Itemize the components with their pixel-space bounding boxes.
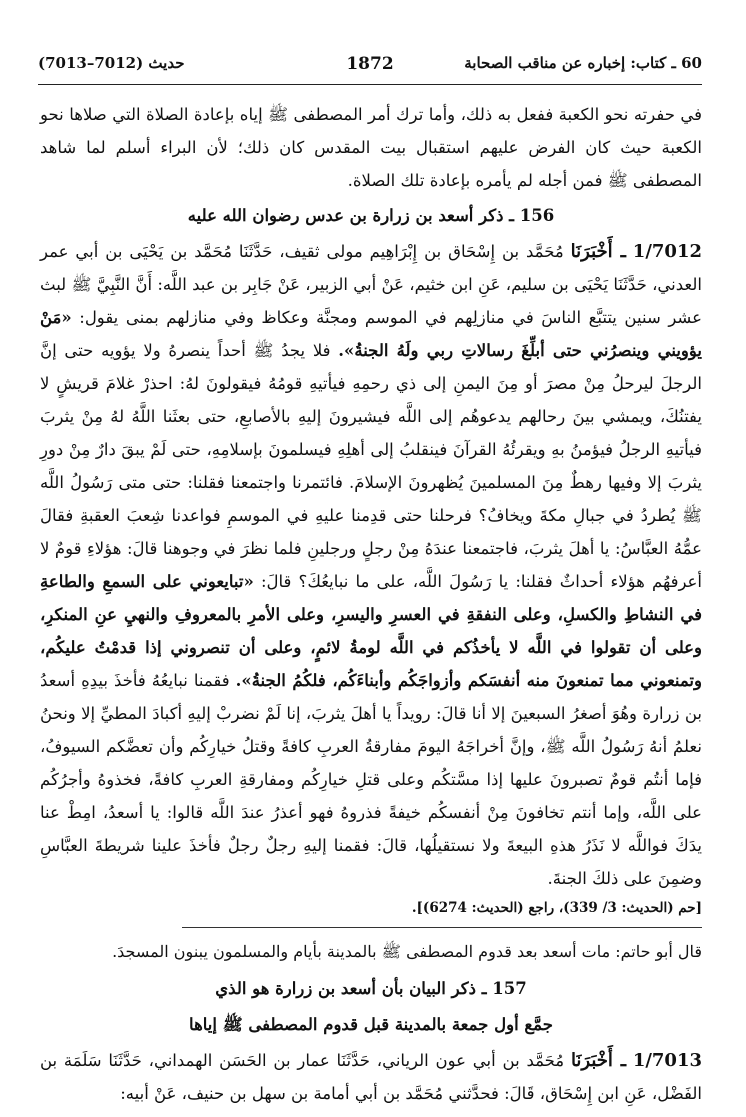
page-body: [40, 98, 702, 1110]
abu-hatim-note: قال أبو حاتم: مات أسعد بعد قدوم المصطفى ﷺ بالمدينة بأيام والمسلمون يبنون المسجدَ.: [112, 942, 702, 961]
hadith-7012-text-2: فقمنا نبايعُهُ فأخذَ بيدِهِ أسعدُ بن زرارة وهُوَ أصغرُ السبعينَ إلا أنا قالَ: رويداً يا أهلَ يثربَ، إنا لَمْ نضربْ إليهِ أكبادَ المطيِّ إلا ونحنُ نعلمُ أنهُ رَسُولُ اللَّه ﷺ، وإنَّ أخراجَهُ اليومَ مفارقةُ العربِ كافةً وقتلُ خيارِكُم وأن تعضَّكم السيوفُ، فإما أنتُم قومٌ تصبرونَ عليها إذا مسَّتكُم وعلى قتلِ خيارِكُم ومفارقةِ العربِ كافةً، فخذوهُ وأجرُكُم على اللَّه، وإما أنتم تخافونَ مِنْ أنفسكُم خيفةً فذروهُ فهو أعذرُ عندَ اللَّه قالوا: يا أسعدُ، امِطْ عنا يدَكَ فواللَّه لا نَذَرُ هذهِ البيعةَ ولا نستقيلُها، قالَ: فقمنا إليهِ رجلٌ رجلٌ فأخذَ علينا شريطةَ العبَّاسِ وضمِنَ على ذلكَ الجنةَ.: [40, 671, 702, 888]
hadith-7012-quote-2: «تبايعوني على السمعِ والطاعةِ في النشاطِ والكسلِ، وعلى النفقةِ في العسرِ واليسرِ، وعلى الأمرِ بالمعروفِ والنهيِ عنِ المنكرِ، وعلى أن تقولوا في اللَّه لا يأخذُكم في اللَّه لومةُ لائمٍ، وعلى أن تنصروني إذا قدمْتُ عليكُم، وتمنعوني مما تمنعونَ منه أنفسَكم وأزواجَكُم وأبناءَكُم، فلكُمُ الجنةُ».: [40, 572, 702, 690]
page-number: 1872: [346, 54, 394, 74]
section-156-heading: 156 ـ ذكر أسعد بن زرارة بن عدس رضوان الله عليه: [187, 206, 555, 225]
hadith-7012-reference: [حم (الحديث: 3/ 339)، راجع (الحديث: 6274)].: [411, 900, 702, 916]
hadith-7012-text-1: فلا يجدُ ﷺ أحداً ينصرهُ ولا يؤويه حتى إنَّ الرجلَ ليرحلُ مِنْ مصرَ أو مِنَ اليمنِ إلى ذي رحمِهِ فيأتيهِ قومُهُ فيقولونَ لهُ: احذرْ غلامَ قريشٍ لا يفتنُكَ، ويمشي بينَ رحالهم يدعوهُم إلى اللَّه فيشيرونَ إليهِ بالأصابعِ، حتى بعثَنا اللَّهُ لهُ مِنْ يثربَ فيأتيهِ الرجلُ فيؤمنُ بهِ ويقرئُهُ القرآنَ فينقلبُ إلى أهلِهِ فيسلمونَ بإسلامِهِ، حتى لَمْ يبقَ دارٌ مِنْ دورِ يثربَ إلا وفيها رهطٌ مِنَ المسلمينَ يُظهرونَ الإسلامَ. فائتمرنا واجتمعنا فقلنا: حتى متى رَسُولُ اللَّه ﷺ يُطردُ في جبالِ مكةَ ويخافُ؟ فرحلنا حتى قدِمنا عليهِ في الموسمِ فواعدنا شِعبَ العقبةِ فقالَ عمُّهُ العبَّاسُ: يا أهلَ يثربَ، فاجتمعنا عندَهُ مِنْ رجلٍ ورجلينِ فلما نظرَ في وجوهنا قالَ: هؤلاءِ قومٌ لا أعرفهُم هؤلاء أحداثٌ فقلنا: يا رَسُولَ اللَّه، على ما نبايعُكَ؟ قالَ:: [40, 341, 702, 591]
hadith-7012-akhbarana: أَخْبَرَنَا: [570, 241, 613, 262]
hadith-7012-isnad: مُحَمَّد بن إِسْحَاق بن إِبْرَاهِيم مولى ثقيف، حَدَّثَنَا مُحَمَّد بن يَحْيَى بن أبي عمر العدني، حَدَّثَنَا يَحْيَى بن سليم، عَنِ ابن خثيم، عَنْ أبي الزبير، عَنْ جَابِر بن عبد اللَّه: أَنَّ النَّبِيَّ ﷺ لبث عشر سنين يتتبَّع الناسَ في منازلِهم في الموسم ومجنَّة وعكاظ وفي منازلهم بمنى يقول:: [40, 242, 702, 327]
hadith-7012-quote-1: «مَنْ يؤويني وينصرُني حتى أبلِّغَ رسالاتِ ربي ولَهُ الجنةُ».: [40, 308, 702, 360]
hadith-7013-number: 1/7013: [632, 1050, 703, 1071]
section-157-heading-line-1: 157 ـ ذكر البيان بأن أسعد بن زرارة هو الذي: [215, 979, 527, 998]
hadith-7013-isnad: مُحَمَّد بن أبي عون الرياني، حَدَّثَنَا عمار بن الحَسَن الهمداني، حَدَّثَنَا سَلَمَة بن الفَضْل، عَنِ ابن إِسْحَاق، قَالَ: فحدَّثني مُحَمَّد بن أبي أمامة بن سهل بن حنيف، عَنْ أبيه:: [40, 1051, 702, 1103]
page-header: [38, 50, 702, 85]
hadith-7013-akhbarana: أَخْبَرَنَا: [570, 1050, 613, 1071]
hadith-7013: 1/7013 ـ أَخْبَرَنَا مُحَمَّد بن أبي عون الرياني، حَدَّثَنَا عمار بن الحَسَن الهمداني، حَدَّثَنَا سَلَمَة بن الفَضْل، عَنِ ابن إِسْحَاق، قَالَ: فحدَّثني مُحَمَّد بن أبي أمامة بن سهل بن حنيف، عَنْ أبيه:: [40, 1050, 703, 1103]
note-divider: [182, 927, 702, 928]
hadith-range: حديث (7012–7013): [38, 54, 185, 72]
hadith-7012-number: 1/7012: [632, 241, 702, 262]
hadith-7012: 1/7012 ـ أَخْبَرَنَا مُحَمَّد بن إِسْحَاق بن إِبْرَاهِيم مولى ثقيف، حَدَّثَنَا مُحَمَّد بن يَحْيَى بن أبي عمر العدني، حَدَّثَنَا يَحْيَى بن سليم، عَنِ ابن خثيم، عَنْ أبي الزبير، عَنْ جَابِر بن عبد اللَّه: أَنَّ النَّبِيَّ ﷺ لبث عشر سنين يتتبَّع الناسَ في منازلِهم في الموسم ومجنَّة وعكاظ وفي منازلهم بمنى يقول: «مَنْ يؤويني وينصرُني حتى أبلِّغَ رسالاتِ ربي ولَهُ الجنةُ». فلا يجدُ ﷺ أحداً ينصرهُ ولا يؤويه حتى إنَّ الرجلَ ليرحلُ مِنْ مصرَ أو مِنَ اليمنِ إلى ذي رحمِهِ فيأتيهِ قومُهُ فيقولونَ لهُ: احذرْ غلامَ قريشٍ لا يفتنُكَ، ويمشي بينَ رحالهم يدعوهُم إلى اللَّه فيشيرونَ إليهِ بالأصابعِ، حتى بعثَنا اللَّهُ لهُ مِنْ يثربَ فيأتيهِ الرجلُ فيؤمنُ بهِ ويقرئُهُ القرآنَ فينقلبُ إلى أهلِهِ فيسلمونَ بإسلامِهِ، حتى لَمْ يبقَ دارٌ مِنْ دورِ يثربَ إلا وفيها رهطٌ مِنَ المسلمينَ يُظهرونَ الإسلامَ. فائتمرنا واجتمعنا فقلنا: حتى متى رَسُولُ اللَّه ﷺ يُطردُ في جبالِ مكةَ ويخافُ؟ فرحلنا حتى قدِمنا عليهِ في الموسمِ فواعدنا شِعبَ العقبةِ فقالَ عمُّهُ العبَّاسُ: يا أهلَ يثربَ، فاجتمعنا عندَهُ مِنْ رجلٍ ورجلينِ فلما نظرَ في وجوهنا قالَ: هؤلاءِ قومٌ لا أعرفهُم هؤلاء أحداثٌ فقلنا: يا رَسُولَ اللَّه، على ما نبايعُكَ؟ قالَ: «تبايعوني على السمعِ والطاعةِ في النشاطِ والكسلِ، وعلى النفقةِ في العسرِ واليسرِ، وعلى الأمرِ بالمعروفِ والنهيِ عنِ المنكرِ، وعلى أن تقولوا في اللَّه لا يأخذُكم في اللَّه لومةُ لائمٍ، وعلى أن تنصروني إذا قدمْتُ عليكُم، وتمنعوني مما تمنعونَ منه أنفسَكم وأزواجَكُم وأبناءَكُم، فلكُمُ الجنةُ». فقمنا نبايعُهُ فأخذَ بيدِهِ أسعدُ بن زرارة وهُوَ أصغرُ السبعينَ إلا أنا قالَ: رويداً يا أهلَ يثربَ، إنا لَمْ نضربْ إليهِ أكبادَ المطيِّ إلا ونحنُ نعلمُ أنهُ رَسُولُ اللَّه ﷺ، وإنَّ أخراجَهُ اليومَ مفارقةُ العربِ كافةً وقتلُ خيارِكُم وأن تعضَّكم السيوفُ، فإما أنتُم قومٌ تصبرونَ عليها إذا مسَّتكُم وعلى قتلِ خيارِكُم ومفارقةِ العربِ كافةً، فخذوهُ وأجرُكُم على اللَّه، وإما أنتم تخافونَ مِنْ أنفسكُم خيفةً فذروهُ فهو أعذرُ عندَ اللَّه قالوا: يا أسعدُ، امِطْ عنا يدَكَ فواللَّه لا نَذَرُ هذهِ البيعةَ ولا نستقيلُها، قالَ: فقمنا إليهِ رجلٌ رجلٌ فأخذَ علينا شريطةَ العبَّاسِ وضمِنَ على ذلكَ الجنةَ.: [40, 241, 702, 888]
chapter-title: 60 ـ كتاب: إخباره عن مناقب الصحابة: [464, 54, 702, 72]
intro-paragraph: في حفرته نحو الكعبة ففعل به ذلك، وأما ترك أمر المصطفى ﷺ إياه بإعادة الصلاة التي صلاها نحو الكعبة حيث كان الفرض عليهم استقبال بيت المقدس كان ذلك؛ لأن البراء أسلم لما شاهد المصطفى ﷺ فمن أجله لم يأمره بإعادة تلك الصلاة.: [40, 105, 702, 190]
section-157-heading-line-2: جمَّع أول جمعة بالمدينة قبل قدوم المصطفى ﷺ إياها: [189, 1015, 553, 1034]
